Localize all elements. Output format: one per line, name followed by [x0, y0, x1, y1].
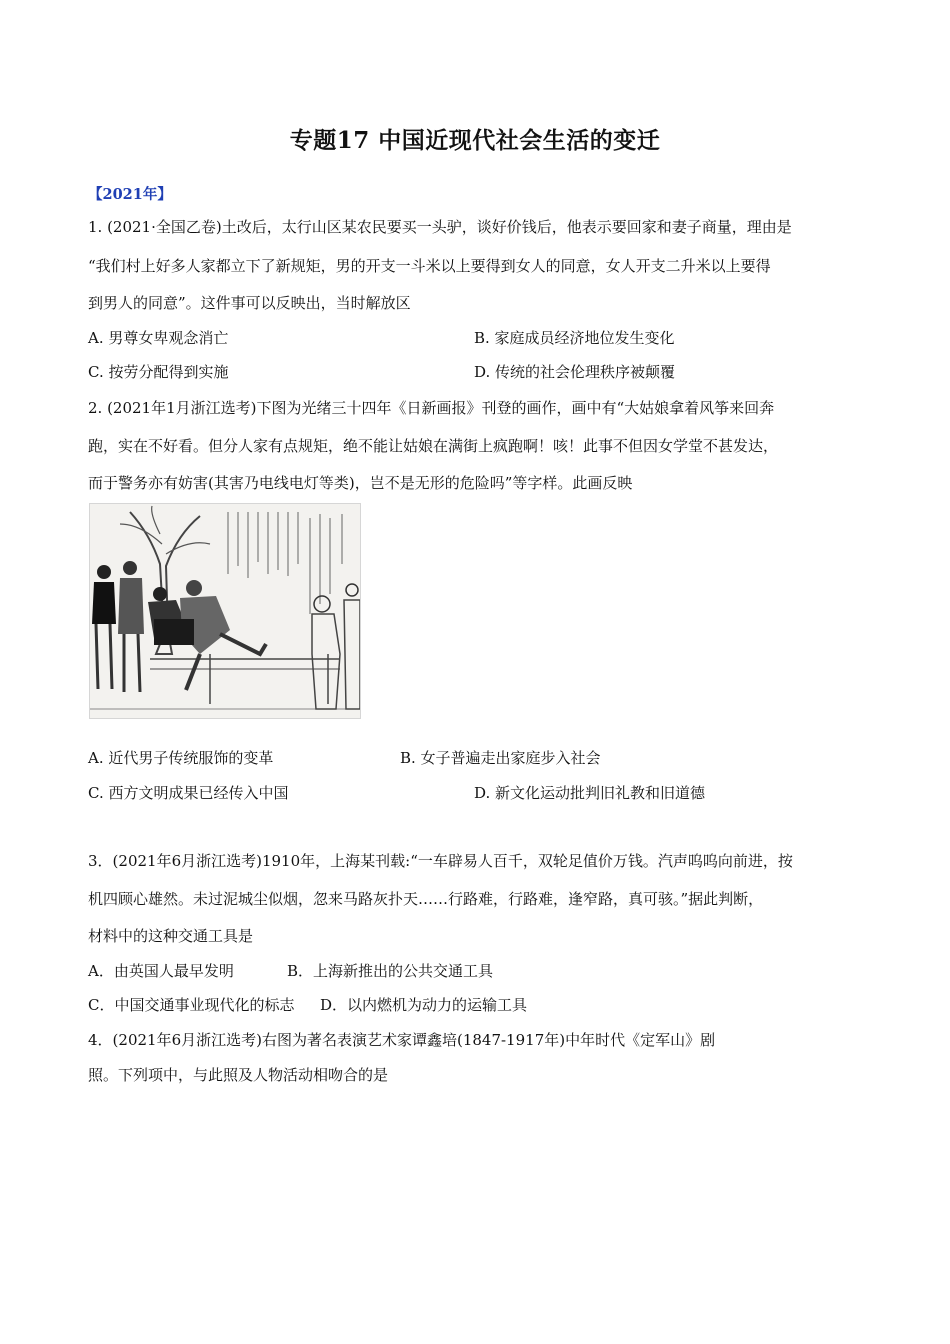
q1-stem-line-1: 1. (2021·全国乙卷)土改后，太行山区某农民要买一头驴，谈好价钱后，他表示要回家和妻子商量，理由是 — [88, 218, 792, 236]
q3-stem-line-2: 机四顾心雄然。未过泥城尘似烟，忽来马路灰扑天……行路难，行路难，逢窄路，真可骇。”据此判断， — [88, 890, 764, 908]
q3-stem-line-1: 3．(2021年6月浙江选考)1910年，上海某刊载:“一车辟易人百千，双轮足值价万钱。汽声呜呜向前进，按 — [88, 852, 793, 870]
q1-option-d: D. 传统的社会伦理秩序被颠覆 — [474, 363, 676, 381]
q2-stem-line-1: 2. (2021年1月浙江选考)下图为光绪三十四年《日新画报》刊登的画作，画中有“大姑娘拿着风筝来回奔 — [88, 399, 775, 417]
q1-stem-line-2: “我们村上好多人家都立下了新规矩，男的开支一斗米以上要得到女人的同意，女人开支二升米以上要得 — [88, 257, 771, 275]
q1-option-c: C. 按劳分配得到实施 — [88, 363, 229, 381]
q4-stem-line-1: 4．(2021年6月浙江选考)右图为著名表演艺术家谭鑫培(1847-1917年)中年时代《定军山》剧 — [88, 1031, 716, 1049]
q3-option-a: A．由英国人最早发明 — [88, 962, 234, 980]
q4-stem-line-2: 照。下列项中，与此照及人物活动相吻合的是 — [88, 1066, 389, 1084]
newspaper-illustration — [89, 503, 361, 719]
q2-option-c: C. 西方文明成果已经传入中国 — [88, 784, 289, 802]
illustration-drawing — [90, 504, 360, 718]
q2-option-a: A. 近代男子传统服饰的变革 — [88, 749, 274, 767]
q2-stem-line-3: 而于警务亦有妨害(其害乃电线电灯等类)，岂不是无形的危险吗”等字样。此画反映 — [88, 474, 633, 492]
page-title: 专题17 中国近现代社会生活的变迁 — [289, 127, 661, 154]
q1-option-b: B. 家庭成员经济地位发生变化 — [474, 329, 675, 347]
q2-option-b: B. 女子普遍走出家庭步入社会 — [400, 749, 601, 767]
q3-option-c: C．中国交通事业现代化的标志 — [88, 996, 295, 1014]
section-heading-2021: 【2021年】 — [88, 186, 172, 203]
q2-option-d: D. 新文化运动批判旧礼教和旧道德 — [474, 784, 706, 802]
q3-option-d: D．以内燃机为动力的运输工具 — [320, 996, 528, 1014]
q2-stem-line-2: 跑，实在不好看。但分人家有点规矩，绝不能让姑娘在满街上疯跑啊！咳！此事不但因女学堂不甚发达， — [88, 437, 779, 455]
q1-option-a: A. 男尊女卑观念消亡 — [88, 329, 229, 347]
q3-option-b: B．上海新推出的公共交通工具 — [287, 962, 494, 980]
q1-stem-line-3: 到男人的同意”。这件事可以反映出，当时解放区 — [88, 294, 411, 312]
q3-stem-line-3: 材料中的这种交通工具是 — [88, 927, 254, 945]
